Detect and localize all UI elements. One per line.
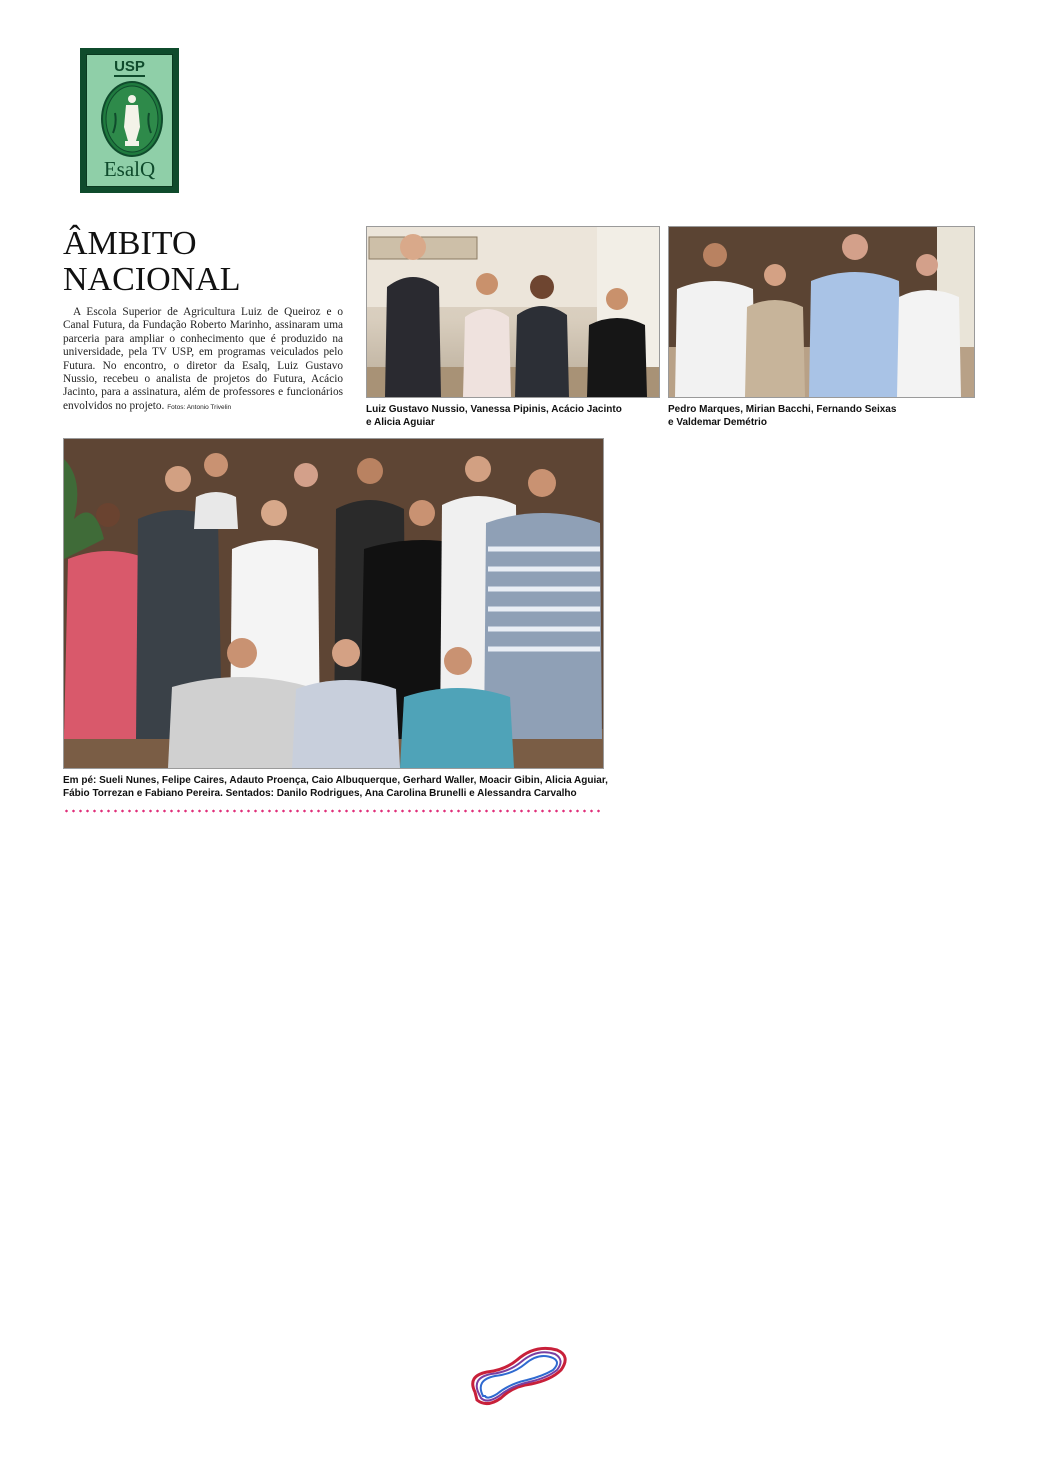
article-body: A Escola Superior de Agricultura Luiz de Queiroz e o Canal Futura, da Fundação Roberto Marinho, assinaram uma parceria para ampliar o conhecimento que é produzido na universidade, pela TV USP, em programas veiculados pelo Futura. No encontro, o diretor da Esalq, Luiz Gustavo Nussio, recebeu o analista de projetos do Futura, Acácio Jacinto, para a assinatura, além de professores e funcionários envolvidos no projeto. <box>63 306 343 412</box>
title-line-1: ÂMBITO <box>63 225 197 262</box>
photo1-caption-line-1: Luiz Gustavo Nussio, Vanessa Pipinis, Acácio Jacinto <box>366 404 622 415</box>
photo1-caption-line-2: e Alicia Aguiar <box>366 417 435 428</box>
footer-loop-logo-icon <box>465 1340 575 1410</box>
photo2-people-illustration <box>669 227 974 397</box>
photo3-caption-line-1: Em pé: Sueli Nunes, Felipe Caires, Adauto Proença, Caio Albuquerque, Gerhard Waller, Moacir Gibin, Alicia Aguiar, <box>63 775 608 786</box>
photo3-caption-line-2: Fábio Torrezan e Fabiano Pereira. Sentados: Danilo Rodrigues, Ana Carolina Brunelli e Alessandra Carvalho <box>63 788 577 799</box>
esalq-logo <box>80 48 179 193</box>
dotted-divider <box>63 809 604 813</box>
logo-usp-text: USP <box>114 58 145 75</box>
logo-emblem <box>86 54 173 187</box>
photo1-caption <box>366 403 660 429</box>
title-line-2: NACIONAL <box>63 261 241 298</box>
photo3-caption <box>63 774 623 800</box>
photo-credit: Fotos: Antonio Trivelin <box>167 403 232 411</box>
statue-emblem-icon <box>101 81 163 157</box>
photo-signing-group <box>366 226 660 398</box>
photo-four-people <box>668 226 975 398</box>
photo1-people-illustration <box>367 227 659 397</box>
photo3-people-illustration <box>64 439 603 768</box>
article-body-paragraph <box>63 306 343 414</box>
photo2-caption <box>668 403 975 429</box>
article-title <box>63 226 353 298</box>
photo-team-group <box>63 438 604 769</box>
logo-esalq-text: EsalQ <box>103 157 156 181</box>
photo2-caption-line-2: e Valdemar Demétrio <box>668 417 767 428</box>
photo2-caption-line-1: Pedro Marques, Mirian Bacchi, Fernando Seixas <box>668 404 897 415</box>
